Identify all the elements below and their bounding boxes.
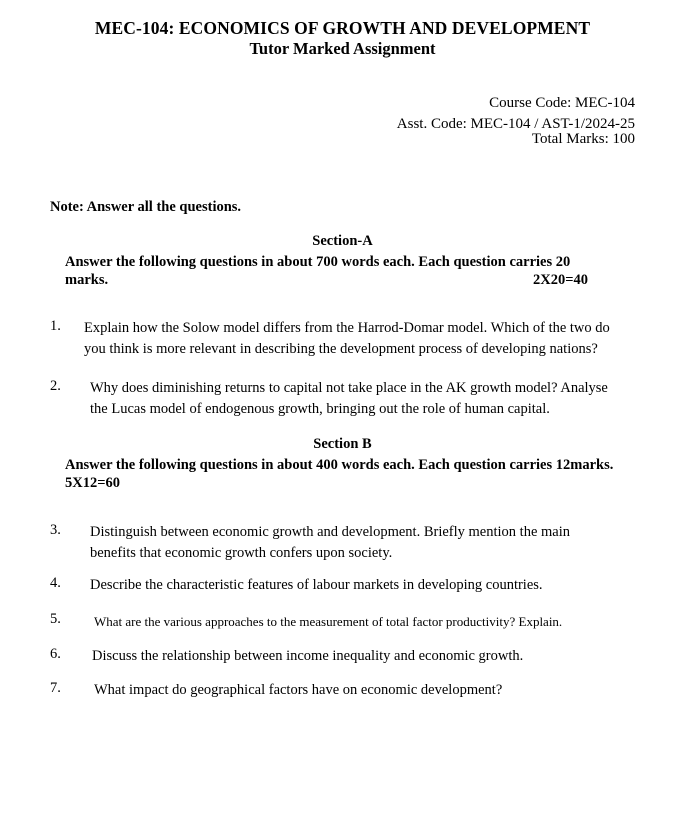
section-b-marks: 5X12=60 xyxy=(65,475,120,491)
section-a-instruction xyxy=(65,253,633,289)
course-code: Course Code: MEC-104 xyxy=(489,95,635,111)
section-b-title: Section B xyxy=(313,436,372,452)
section-a-marks: 2X20=40 xyxy=(533,272,588,288)
question-text-line: Why does diminishing returns to capital not take place in the AK growth model? Analyse xyxy=(90,380,608,396)
question-1 xyxy=(84,318,610,360)
question-5: What are the various approaches to the measurement of total factor productivity? Explain. xyxy=(94,614,563,629)
question-number: 6. xyxy=(50,646,61,662)
section-b-instruction-line1: Answer the following questions in about 400 words each. Each question carries 12marks. xyxy=(65,457,614,473)
section-a-instruction-line2: marks. xyxy=(65,272,109,288)
assignment-code: Asst. Code: MEC-104 / AST-1/2024-25 xyxy=(396,116,635,132)
question-number: 2. xyxy=(50,378,61,394)
page-subtitle: Tutor Marked Assignment xyxy=(249,39,436,58)
question-number: 4. xyxy=(50,575,61,591)
question-7: What impact do geographical factors have on economic development? xyxy=(94,682,503,698)
total-marks: Total Marks: 100 xyxy=(531,131,635,147)
question-text-line: benefits that economic growth confers upon society. xyxy=(90,545,393,561)
note: Note: Answer all the questions. xyxy=(50,199,242,215)
question-3 xyxy=(90,522,570,564)
page-title: MEC-104: ECONOMICS OF GROWTH AND DEVELOPMENT xyxy=(94,18,591,38)
question-6: Discuss the relationship between income inequality and economic growth. xyxy=(92,648,524,664)
question-number: 5. xyxy=(50,611,61,627)
question-text-line: Explain how the Solow model differs from the Harrod-Domar model. Which of the two do xyxy=(84,320,610,336)
question-text-line: you think is more relevant in describing the development process of developing nations? xyxy=(84,341,598,357)
question-2 xyxy=(90,378,608,420)
question-text-line: the Lucas model of endogenous growth, bringing out the role of human capital. xyxy=(90,401,550,417)
section-a-instruction-line1: Answer the following questions in about 700 words each. Each question carries 20 xyxy=(65,254,571,270)
question-number: 7. xyxy=(50,680,61,696)
question-text-line: Distinguish between economic growth and development. Briefly mention the main xyxy=(90,524,571,540)
section-a-title: Section-A xyxy=(312,233,373,249)
section-b-instruction xyxy=(65,456,665,492)
question-number: 3. xyxy=(50,522,61,538)
question-4: Describe the characteristic features of labour markets in developing countries. xyxy=(90,577,543,593)
question-number: 1. xyxy=(50,318,61,334)
